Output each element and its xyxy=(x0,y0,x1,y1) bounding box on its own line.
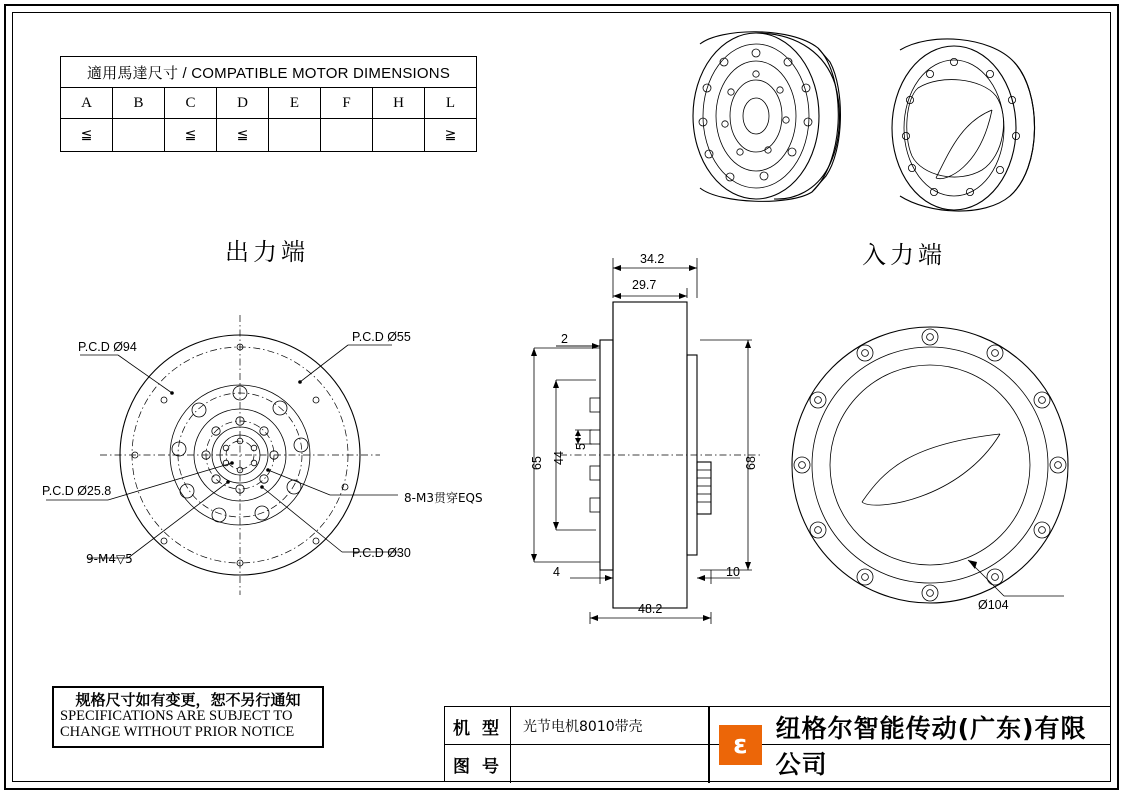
table-header-a: A xyxy=(61,88,113,119)
label-pcd55: P.C.D Ø55 xyxy=(352,330,411,344)
table-header-f: F xyxy=(321,88,373,119)
table-header-e: E xyxy=(269,88,321,119)
table-value-l: ≧ xyxy=(425,119,477,152)
dim-4: 4 xyxy=(553,565,560,579)
label-9-m4-tapped-holes: 9-M4▽5 xyxy=(86,552,133,566)
table-header-l: L xyxy=(425,88,477,119)
table-header-c: C xyxy=(165,88,217,119)
table-title: 適用馬達尺寸 / COMPATIBLE MOTOR DIMENSIONS xyxy=(61,57,477,88)
table-header-d: D xyxy=(217,88,269,119)
note-english-line1: SPECIFICATIONS ARE SUBJECT TO xyxy=(60,708,293,724)
table-value-a: ≦ xyxy=(61,119,113,152)
dim-2: 2 xyxy=(561,332,568,346)
model-label: 机 型 xyxy=(445,707,511,745)
company-logo-icon: ε xyxy=(719,725,762,765)
company-name: 纽格尔智能传动(广东)有限公司 xyxy=(775,714,1087,779)
label-8-m3-through-holes: 8-M3贯穿EQS xyxy=(404,491,483,505)
input-side-heading: 入力端 xyxy=(862,241,946,269)
note-english-line2: CHANGE WITHOUT PRIOR NOTICE xyxy=(60,723,295,740)
dim-29-7: 29.7 xyxy=(632,278,657,292)
dim-outer-diameter-104: Ø104 xyxy=(978,598,1009,612)
label-pcd258: P.C.D Ø25.8 xyxy=(42,484,112,498)
table-header-b: B xyxy=(113,88,165,119)
note-chinese: 规格尺寸如有变更，恕不另行通知 xyxy=(75,691,301,709)
table-header-h: H xyxy=(373,88,425,119)
dim-5: 5 xyxy=(574,443,588,450)
table-value-c: ≦ xyxy=(165,119,217,152)
dim-34-2: 34.2 xyxy=(640,252,665,266)
dim-10: 10 xyxy=(726,565,740,579)
model-value: 光节电机8010带壳 xyxy=(511,707,709,745)
dim-48-2: 48.2 xyxy=(638,602,663,616)
output-side-heading: 出力端 xyxy=(225,238,309,266)
dim-65: 65 xyxy=(530,456,544,470)
company-block xyxy=(709,707,1112,783)
dim-68: 68 xyxy=(744,456,758,470)
table-value-d: ≦ xyxy=(217,119,269,152)
drawing-number-label: 图 号 xyxy=(445,745,511,783)
dim-44: 44 xyxy=(552,451,566,465)
input-side-view xyxy=(792,327,1068,603)
label-pcd30: P.C.D Ø30 xyxy=(352,546,411,560)
title-block xyxy=(444,706,1111,782)
iso-view-3d xyxy=(693,32,1035,211)
specification-note-box xyxy=(52,686,324,748)
label-pcd94: P.C.D Ø94 xyxy=(78,340,137,354)
drawing-number-value xyxy=(511,745,709,783)
